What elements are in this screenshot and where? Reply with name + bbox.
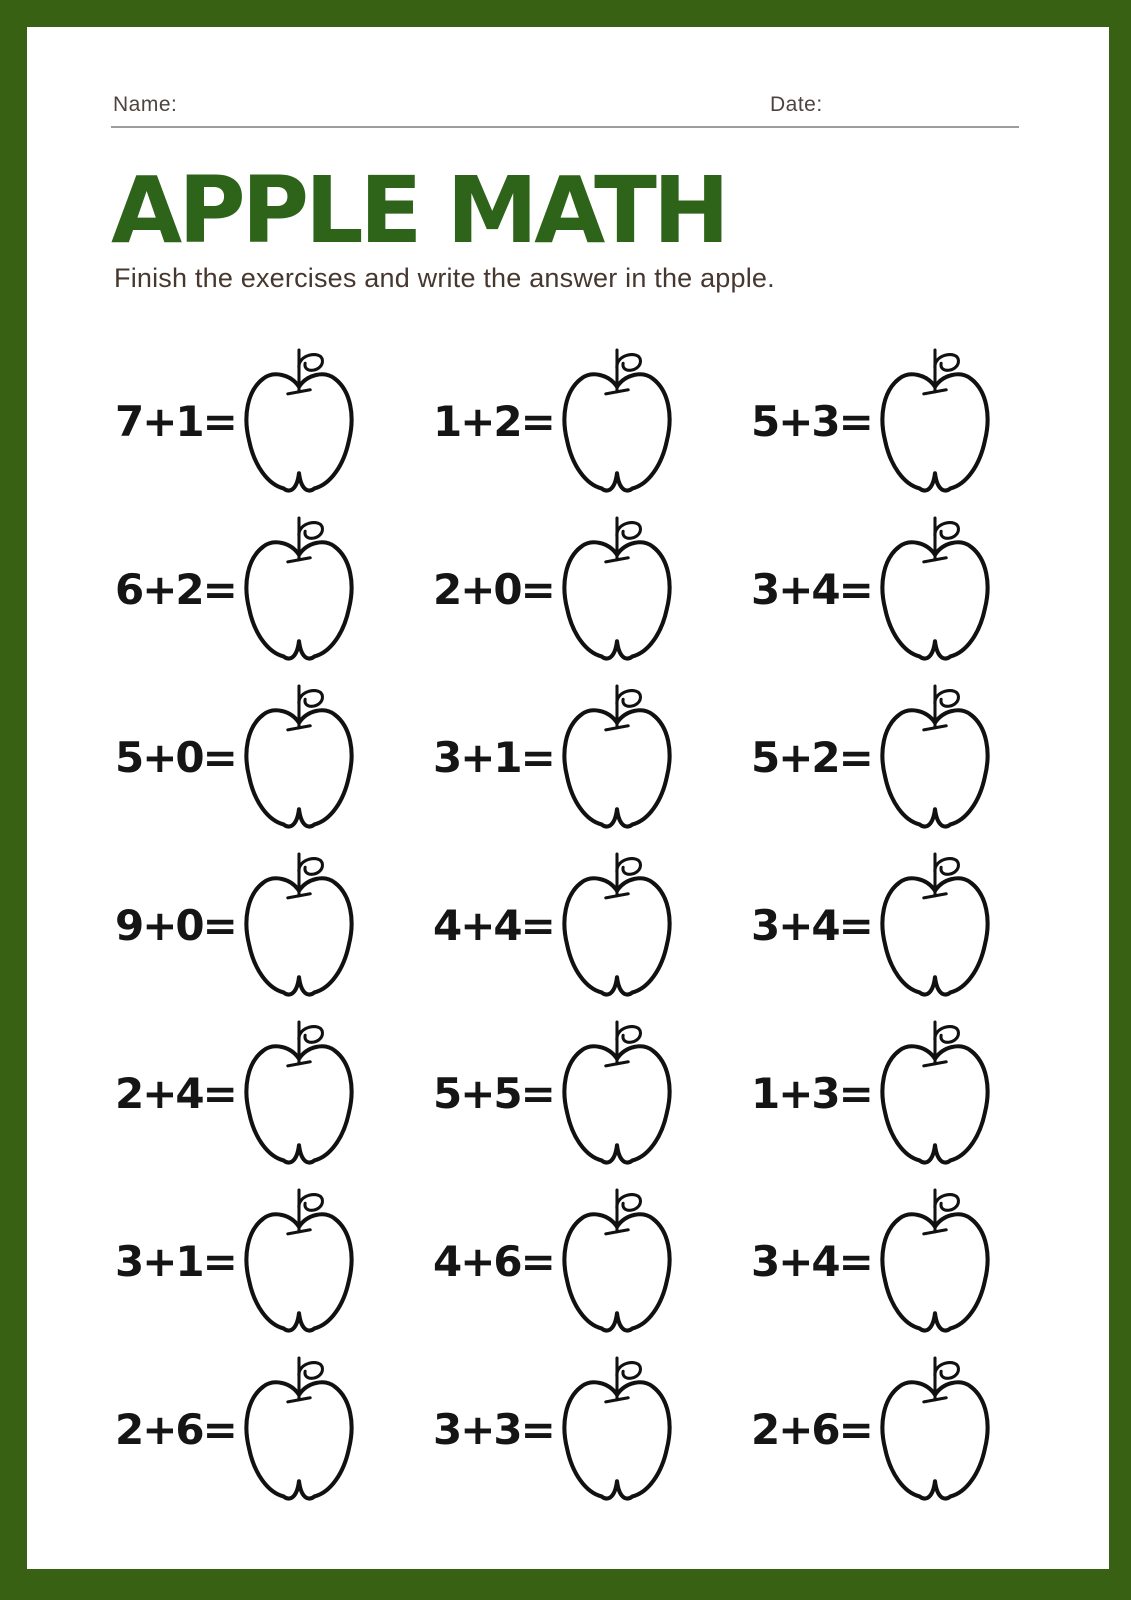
problem-expression: 6+2= <box>115 564 236 614</box>
apple-answer-icon[interactable] <box>879 683 991 832</box>
problem-item <box>433 673 725 841</box>
date-label: Date: <box>770 93 823 116</box>
problem-item <box>115 841 407 1009</box>
page-title: APPLE MATH <box>111 157 726 264</box>
problem-expression: 3+4= <box>751 900 872 950</box>
problem-item <box>433 841 725 1009</box>
name-label: Name: <box>113 93 178 116</box>
apple-answer-icon[interactable] <box>561 1019 673 1168</box>
problem-expression: 3+1= <box>115 1236 236 1286</box>
problem-expression: 3+1= <box>433 732 554 782</box>
problem-expression: 3+3= <box>433 1404 554 1454</box>
apple-answer-icon[interactable] <box>243 851 355 1000</box>
apple-answer-icon[interactable] <box>561 1187 673 1336</box>
problem-item <box>751 1345 1043 1513</box>
problem-expression: 2+4= <box>115 1068 236 1118</box>
problem-item <box>751 505 1043 673</box>
problem-expression: 5+3= <box>751 396 872 446</box>
apple-answer-icon[interactable] <box>561 1355 673 1504</box>
problem-expression: 9+0= <box>115 900 236 950</box>
problem-item <box>115 1009 407 1177</box>
problem-expression: 4+6= <box>433 1236 554 1286</box>
problem-item <box>751 841 1043 1009</box>
apple-answer-icon[interactable] <box>243 1187 355 1336</box>
apple-answer-icon[interactable] <box>561 515 673 664</box>
problem-expression: 5+0= <box>115 732 236 782</box>
apple-answer-icon[interactable] <box>879 515 991 664</box>
name-date-blank-line[interactable] <box>111 126 1019 128</box>
problem-expression: 2+6= <box>751 1404 872 1454</box>
problem-item <box>433 1009 725 1177</box>
problem-item <box>115 1345 407 1513</box>
problem-item <box>433 1177 725 1345</box>
apple-answer-icon[interactable] <box>561 851 673 1000</box>
apple-answer-icon[interactable] <box>879 851 991 1000</box>
apple-answer-icon[interactable] <box>243 683 355 832</box>
problem-expression: 5+2= <box>751 732 872 782</box>
problem-item <box>115 337 407 505</box>
paper <box>27 27 1109 1569</box>
problem-item <box>433 337 725 505</box>
problem-expression: 1+3= <box>751 1068 872 1118</box>
problem-item <box>751 1177 1043 1345</box>
instructions-text: Finish the exercises and write the answer in the apple. <box>114 263 775 293</box>
problem-item <box>115 505 407 673</box>
apple-answer-icon[interactable] <box>243 515 355 664</box>
problem-item <box>115 1177 407 1345</box>
apple-answer-icon[interactable] <box>561 347 673 496</box>
problem-expression: 3+4= <box>751 564 872 614</box>
apple-answer-icon[interactable] <box>879 1355 991 1504</box>
apple-answer-icon[interactable] <box>561 683 673 832</box>
apple-answer-icon[interactable] <box>243 1019 355 1168</box>
apple-answer-icon[interactable] <box>879 347 991 496</box>
problem-item <box>433 1345 725 1513</box>
problem-item <box>115 673 407 841</box>
problem-item <box>433 505 725 673</box>
problem-expression: 4+4= <box>433 900 554 950</box>
problem-item <box>751 337 1043 505</box>
problem-item <box>751 673 1043 841</box>
problems-grid <box>115 337 1043 1513</box>
apple-answer-icon[interactable] <box>879 1019 991 1168</box>
apple-answer-icon[interactable] <box>243 347 355 496</box>
problem-expression: 1+2= <box>433 396 554 446</box>
problem-expression: 2+6= <box>115 1404 236 1454</box>
problem-expression: 5+5= <box>433 1068 554 1118</box>
problem-expression: 7+1= <box>115 396 236 446</box>
problem-expression: 3+4= <box>751 1236 872 1286</box>
problem-item <box>751 1009 1043 1177</box>
apple-answer-icon[interactable] <box>879 1187 991 1336</box>
problem-expression: 2+0= <box>433 564 554 614</box>
apple-answer-icon[interactable] <box>243 1355 355 1504</box>
